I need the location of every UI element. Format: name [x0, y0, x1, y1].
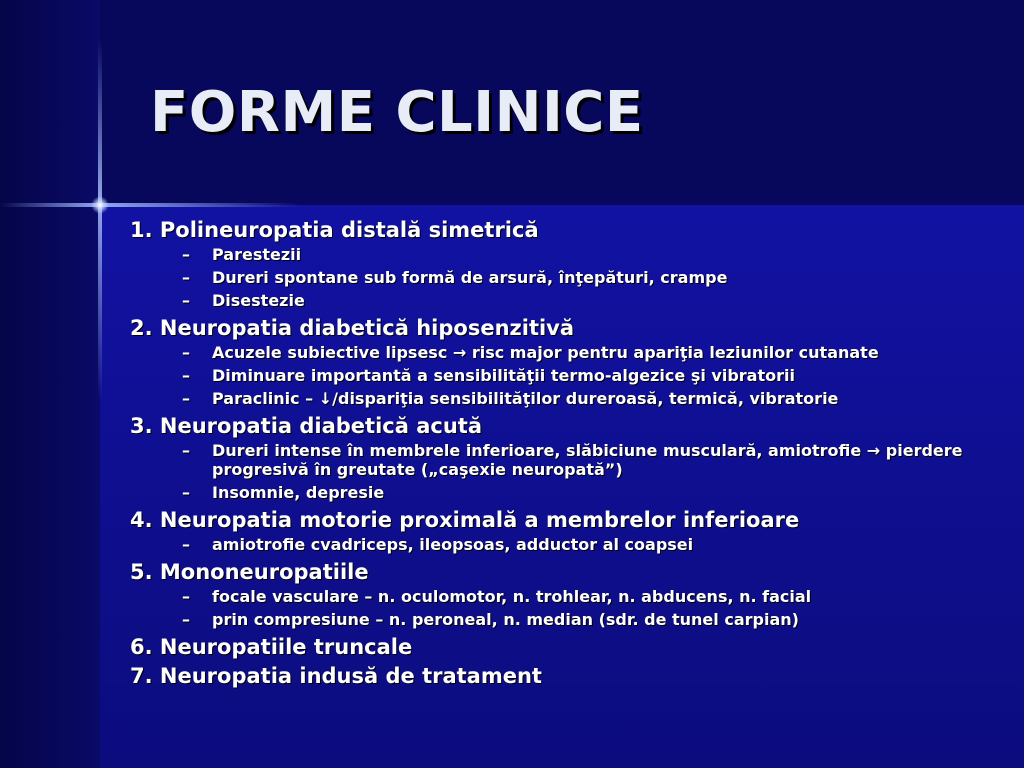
bullet-text: Paraclinic – ↓/dispariţia sensibilităţilor dureroasă, termică, vibratorie — [212, 389, 839, 408]
section-6 — [130, 633, 1010, 662]
bullet-item — [130, 610, 1010, 629]
dash-bullet-icon: – — [182, 245, 190, 264]
bullet-item — [130, 366, 1010, 385]
bullet-text: Parestezii — [212, 245, 302, 264]
section-2 — [130, 314, 1010, 408]
bullet-item — [130, 343, 1010, 362]
bullet-item — [130, 389, 1010, 408]
dash-bullet-icon: – — [182, 483, 190, 502]
bullet-item — [130, 483, 1010, 502]
bullet-item — [130, 268, 1010, 287]
bullet-text: Insomnie, depresie — [212, 483, 385, 502]
section-heading: 7. Neuropatia indusă de tratament — [130, 664, 542, 688]
bullet-text: focale vasculare – n. oculomotor, n. trohlear, n. abducens, n. facial — [212, 587, 812, 606]
sparkle-icon — [91, 196, 109, 214]
bullet-item — [130, 441, 1010, 479]
bullet-item — [130, 245, 1010, 264]
dash-bullet-icon: – — [182, 389, 190, 408]
bullet-text: Disestezie — [212, 291, 305, 310]
dash-bullet-icon: – — [182, 343, 190, 362]
section-5 — [130, 558, 1010, 629]
bullet-list — [130, 245, 1010, 310]
bullet-list — [130, 587, 1010, 629]
bullet-item — [130, 535, 1010, 554]
bullet-text: Diminuare importantă a sensibilităţii termo-algezice şi vibratorii — [212, 366, 795, 385]
section-4 — [130, 506, 1010, 554]
dash-bullet-icon: – — [182, 291, 190, 310]
section-heading: 5. Mononeuropatiile — [130, 560, 369, 584]
section-heading: 6. Neuropatiile truncale — [130, 635, 413, 659]
left-decor-band — [0, 0, 100, 768]
bullet-item — [130, 291, 1010, 310]
bullet-text: Acuzele subiective lipsesc → risc major pentru apariţia leziunilor cutanate — [212, 343, 879, 362]
bullet-text: Dureri spontane sub formă de arsură, înţepături, crampe — [212, 268, 728, 287]
dash-bullet-icon: – — [182, 268, 190, 287]
bullet-text: Dureri intense în membrele inferioare, slăbiciune musculară, amiotrofie → pierdere progresivă în greutate („caşexie neuropată”) — [212, 441, 963, 479]
dash-bullet-icon: – — [182, 366, 190, 385]
bullet-list — [130, 441, 1010, 502]
section-heading: 2. Neuropatia diabetică hiposenzitivă — [130, 316, 575, 340]
horizontal-glow-line — [0, 203, 300, 207]
vertical-glow-line — [98, 40, 102, 400]
section-1 — [130, 216, 1010, 310]
dash-bullet-icon: – — [182, 610, 190, 629]
bullet-text: prin compresiune – n. peroneal, n. median (sdr. de tunel carpian) — [212, 610, 799, 629]
dash-bullet-icon: – — [182, 441, 190, 460]
slide-title: FORME CLINICE — [150, 80, 644, 145]
section-heading: 3. Neuropatia diabetică acută — [130, 414, 482, 438]
section-3 — [130, 412, 1010, 502]
dash-bullet-icon: – — [182, 535, 190, 554]
section-heading: 4. Neuropatia motorie proximală a membrelor inferioare — [130, 508, 800, 532]
slide-content — [130, 216, 1010, 691]
bullet-list — [130, 535, 1010, 554]
bullet-text: amiotrofie cvadriceps, ileopsoas, adductor al coapsei — [212, 535, 694, 554]
dash-bullet-icon: – — [182, 587, 190, 606]
section-heading: 1. Polineuropatia distală simetrică — [130, 218, 539, 242]
bullet-list — [130, 343, 1010, 408]
bullet-item — [130, 587, 1010, 606]
section-7 — [130, 662, 1010, 691]
